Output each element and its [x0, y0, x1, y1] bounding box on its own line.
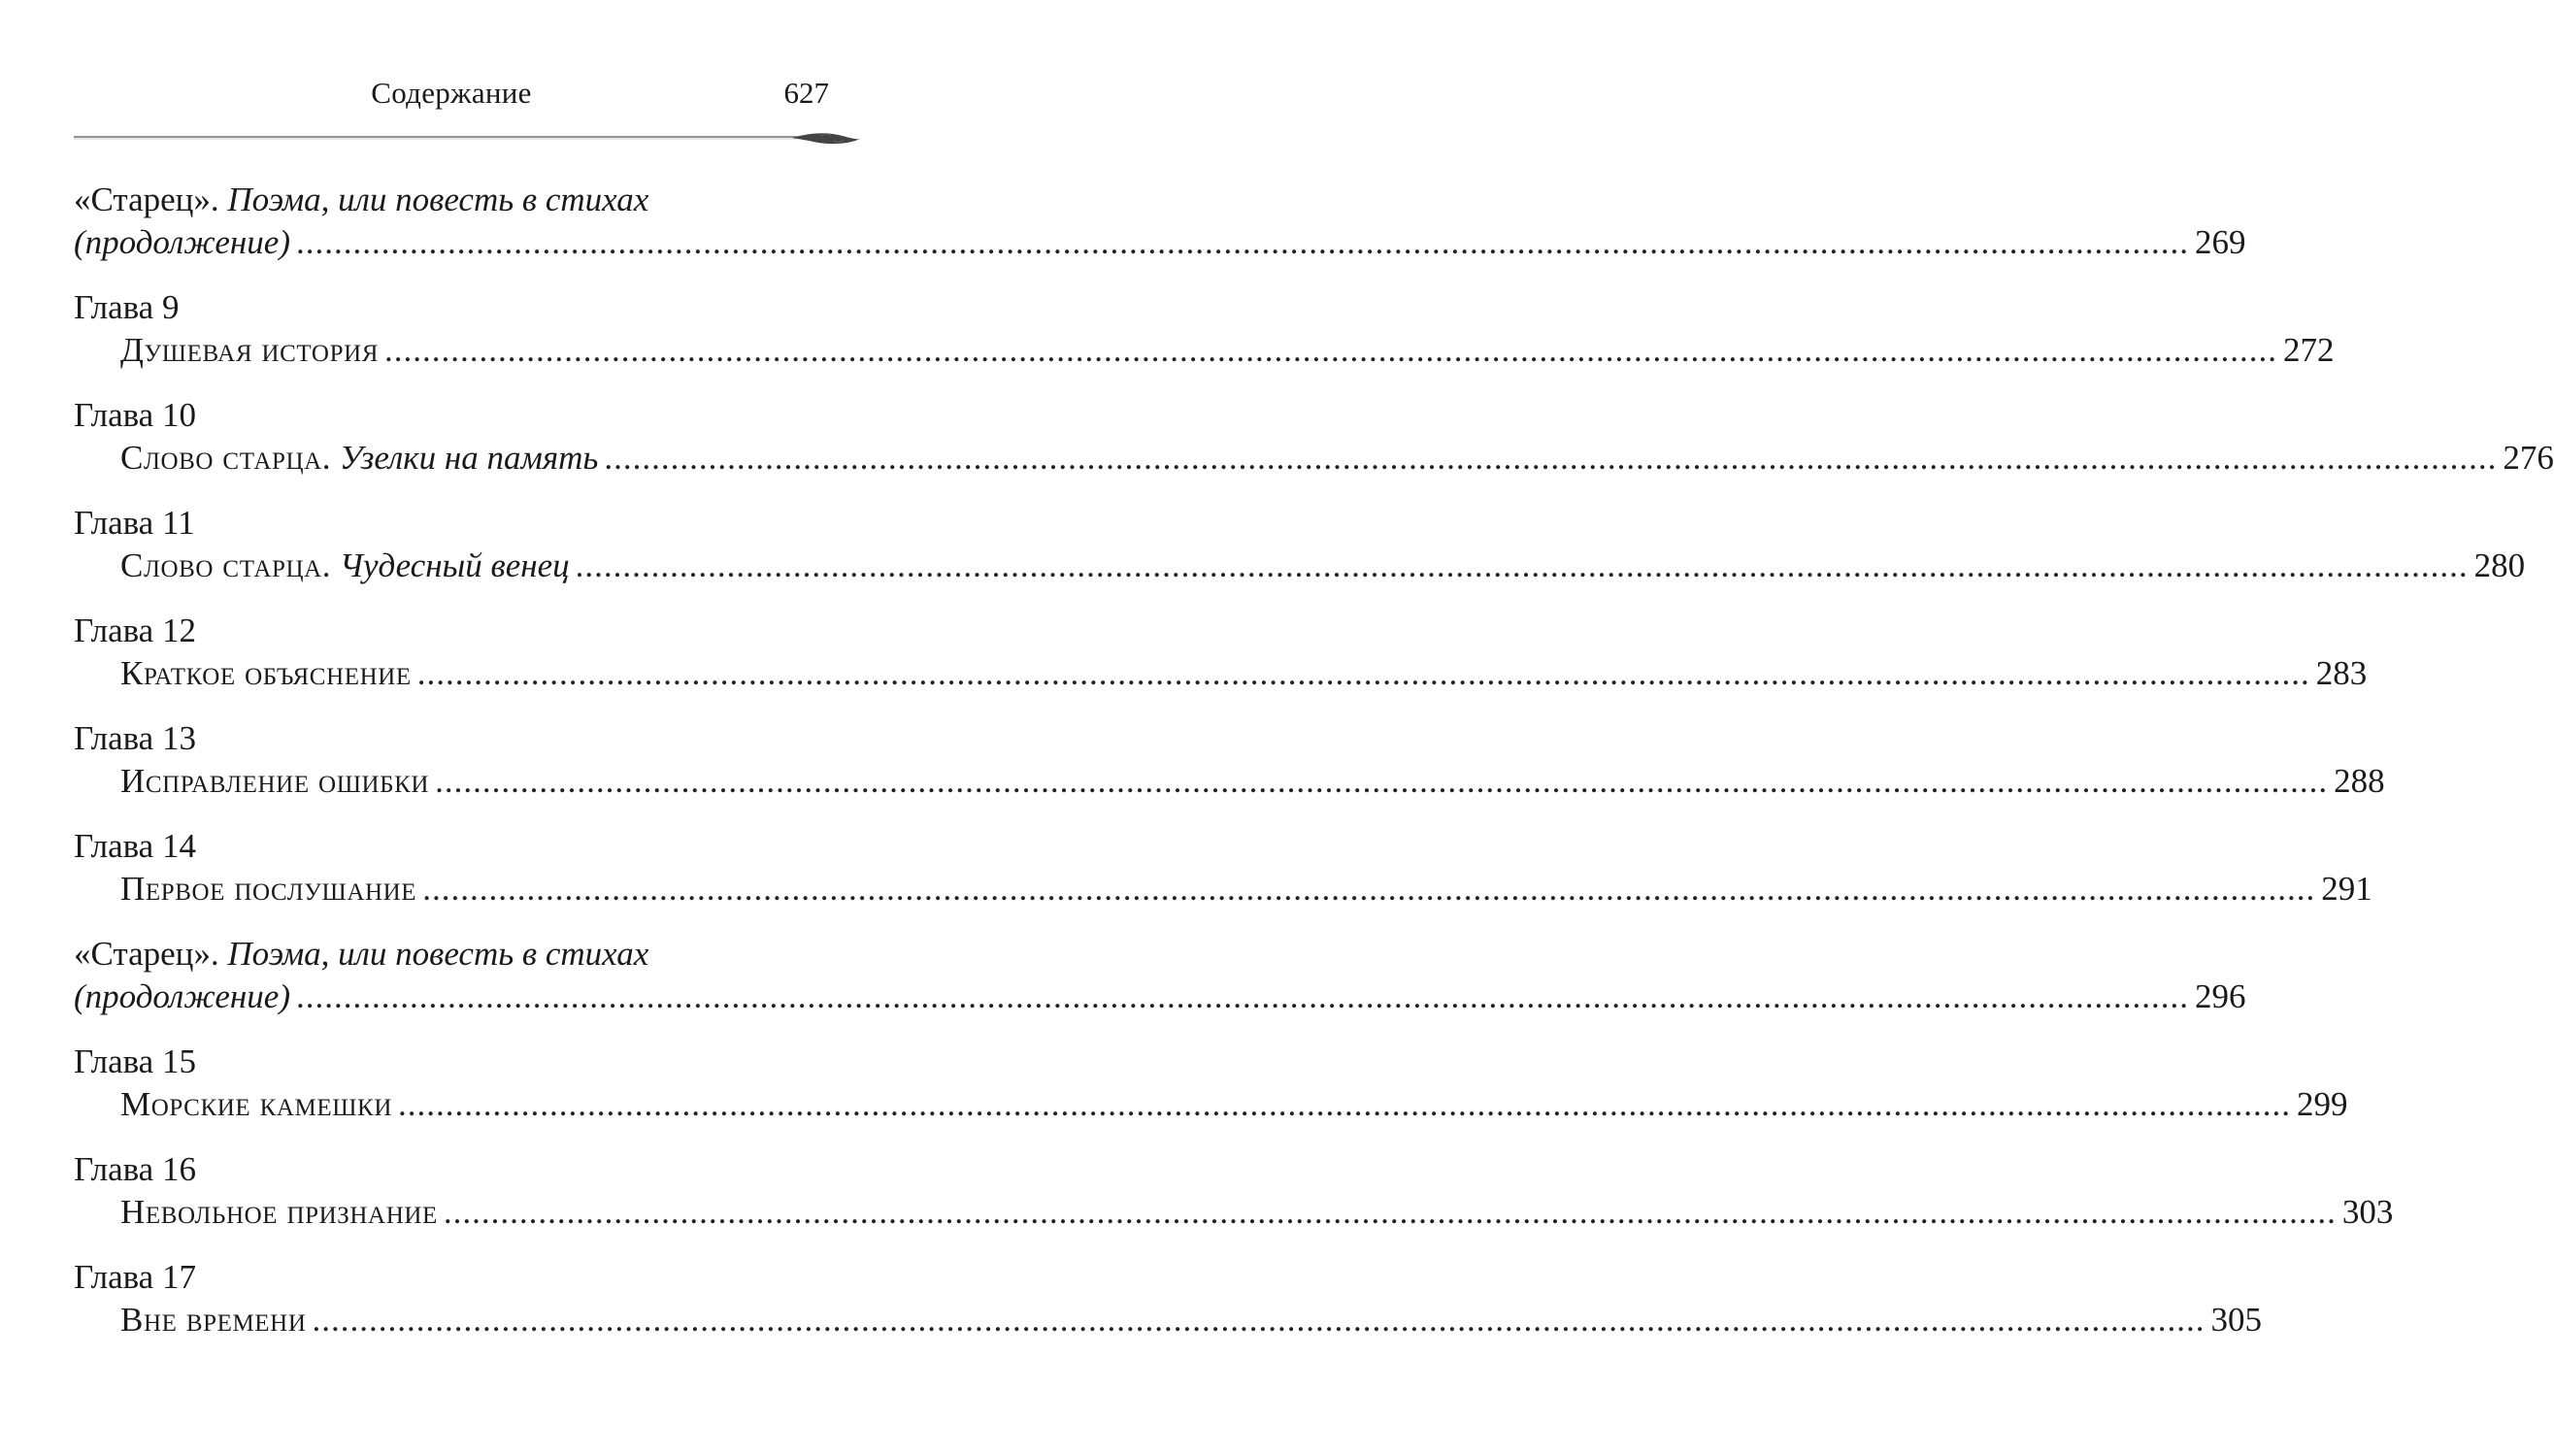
- leader-dots: ........................................................................................................................................................................................................: [416, 654, 2310, 692]
- entry-page: 283: [2315, 654, 2368, 692]
- chapter-title: Душевая история: [120, 331, 380, 369]
- leader-dots: ........................................................................................................................................................................................................: [443, 1193, 2337, 1231]
- entry-page: 269: [2194, 223, 2246, 261]
- toc-entry-chapter-10[interactable]: [74, 394, 2554, 480]
- toc-entry-poem[interactable]: [74, 179, 2246, 264]
- toc-entry-chapter-13[interactable]: [74, 717, 2385, 803]
- chapter-label: Глава 10: [74, 396, 196, 434]
- toc-entry-chapter-17[interactable]: [74, 1256, 2262, 1341]
- leader-dots: ........................................................................................................................................................................................................: [384, 331, 2278, 369]
- entry-page: 272: [2283, 331, 2335, 369]
- leader-dots: ........................................................................................................................................................................................................: [422, 870, 2316, 908]
- entry-page: 291: [2321, 870, 2372, 908]
- entry-title-continuation: (продолжение): [74, 223, 290, 261]
- chapter-title: Слово старца.: [120, 546, 332, 584]
- chapter-label: Глава 12: [74, 612, 196, 649]
- toc-entry-poem[interactable]: [74, 933, 2246, 1018]
- entry-page: 303: [2341, 1193, 2394, 1231]
- page-number: 627: [783, 76, 829, 110]
- toc-entry-chapter-15[interactable]: [74, 1041, 2348, 1126]
- chapter-label: Глава 11: [74, 504, 195, 542]
- chapter-title: Слово старца.: [120, 439, 332, 477]
- entry-label: «Старец».: [74, 935, 219, 973]
- chapter-title: Первое послушание: [120, 870, 417, 908]
- entry-page: 299: [2297, 1085, 2348, 1123]
- chapter-title: Морские камешки: [120, 1085, 392, 1123]
- chapter-subtitle: Узелки на память: [339, 439, 599, 477]
- entry-page: 288: [2334, 762, 2385, 800]
- entry-title: Поэма, или повесть в стихах: [227, 935, 649, 973]
- running-title: Содержание: [371, 76, 532, 110]
- chapter-subtitle: Чудесный венец: [339, 546, 570, 584]
- leader-dots: ........................................................................................................................................................................................................: [398, 1085, 2291, 1123]
- leader-dots: ........................................................................................................................................................................................................: [435, 762, 2329, 800]
- entry-title-continuation: (продолжение): [74, 977, 290, 1015]
- leader-dots: ........................................................................................................................................................................................................: [604, 439, 2498, 477]
- chapter-label: Глава 14: [74, 827, 196, 865]
- chapter-title: Невольное признание: [120, 1193, 438, 1231]
- leader-dots: ........................................................................................................................................................................................................: [295, 977, 2189, 1015]
- leader-dots: ........................................................................................................................................................................................................: [575, 546, 2469, 584]
- chapter-title: Вне времени: [120, 1301, 307, 1339]
- decorative-rule: [74, 128, 860, 149]
- chapter-label: Глава 17: [74, 1258, 196, 1296]
- toc-entry-chapter-16[interactable]: [74, 1148, 2394, 1234]
- entry-page: 305: [2210, 1301, 2262, 1339]
- running-head: [74, 70, 829, 118]
- entry-title: Поэма, или повесть в стихах: [227, 181, 649, 218]
- chapter-label: Глава 13: [74, 719, 196, 757]
- chapter-title: Исправление ошибки: [120, 762, 430, 800]
- chapter-label: Глава 9: [74, 288, 180, 326]
- toc-entry-chapter-12[interactable]: [74, 610, 2368, 695]
- toc-entry-chapter-11[interactable]: [74, 502, 2526, 587]
- entry-label: «Старец».: [74, 181, 219, 218]
- leader-dots: ........................................................................................................................................................................................................: [312, 1301, 2206, 1339]
- chapter-title: Краткое объяснение: [120, 654, 412, 692]
- leader-dots: ........................................................................................................................................................................................................: [295, 223, 2189, 261]
- entry-page: 280: [2473, 546, 2526, 584]
- table-of-contents: [74, 179, 2554, 1341]
- entry-page: 276: [2503, 439, 2554, 477]
- toc-entry-chapter-14[interactable]: [74, 825, 2372, 910]
- chapter-label: Глава 15: [74, 1042, 196, 1080]
- entry-page: 296: [2194, 977, 2246, 1015]
- chapter-label: Глава 16: [74, 1150, 196, 1188]
- toc-entry-chapter-9[interactable]: [74, 286, 2335, 372]
